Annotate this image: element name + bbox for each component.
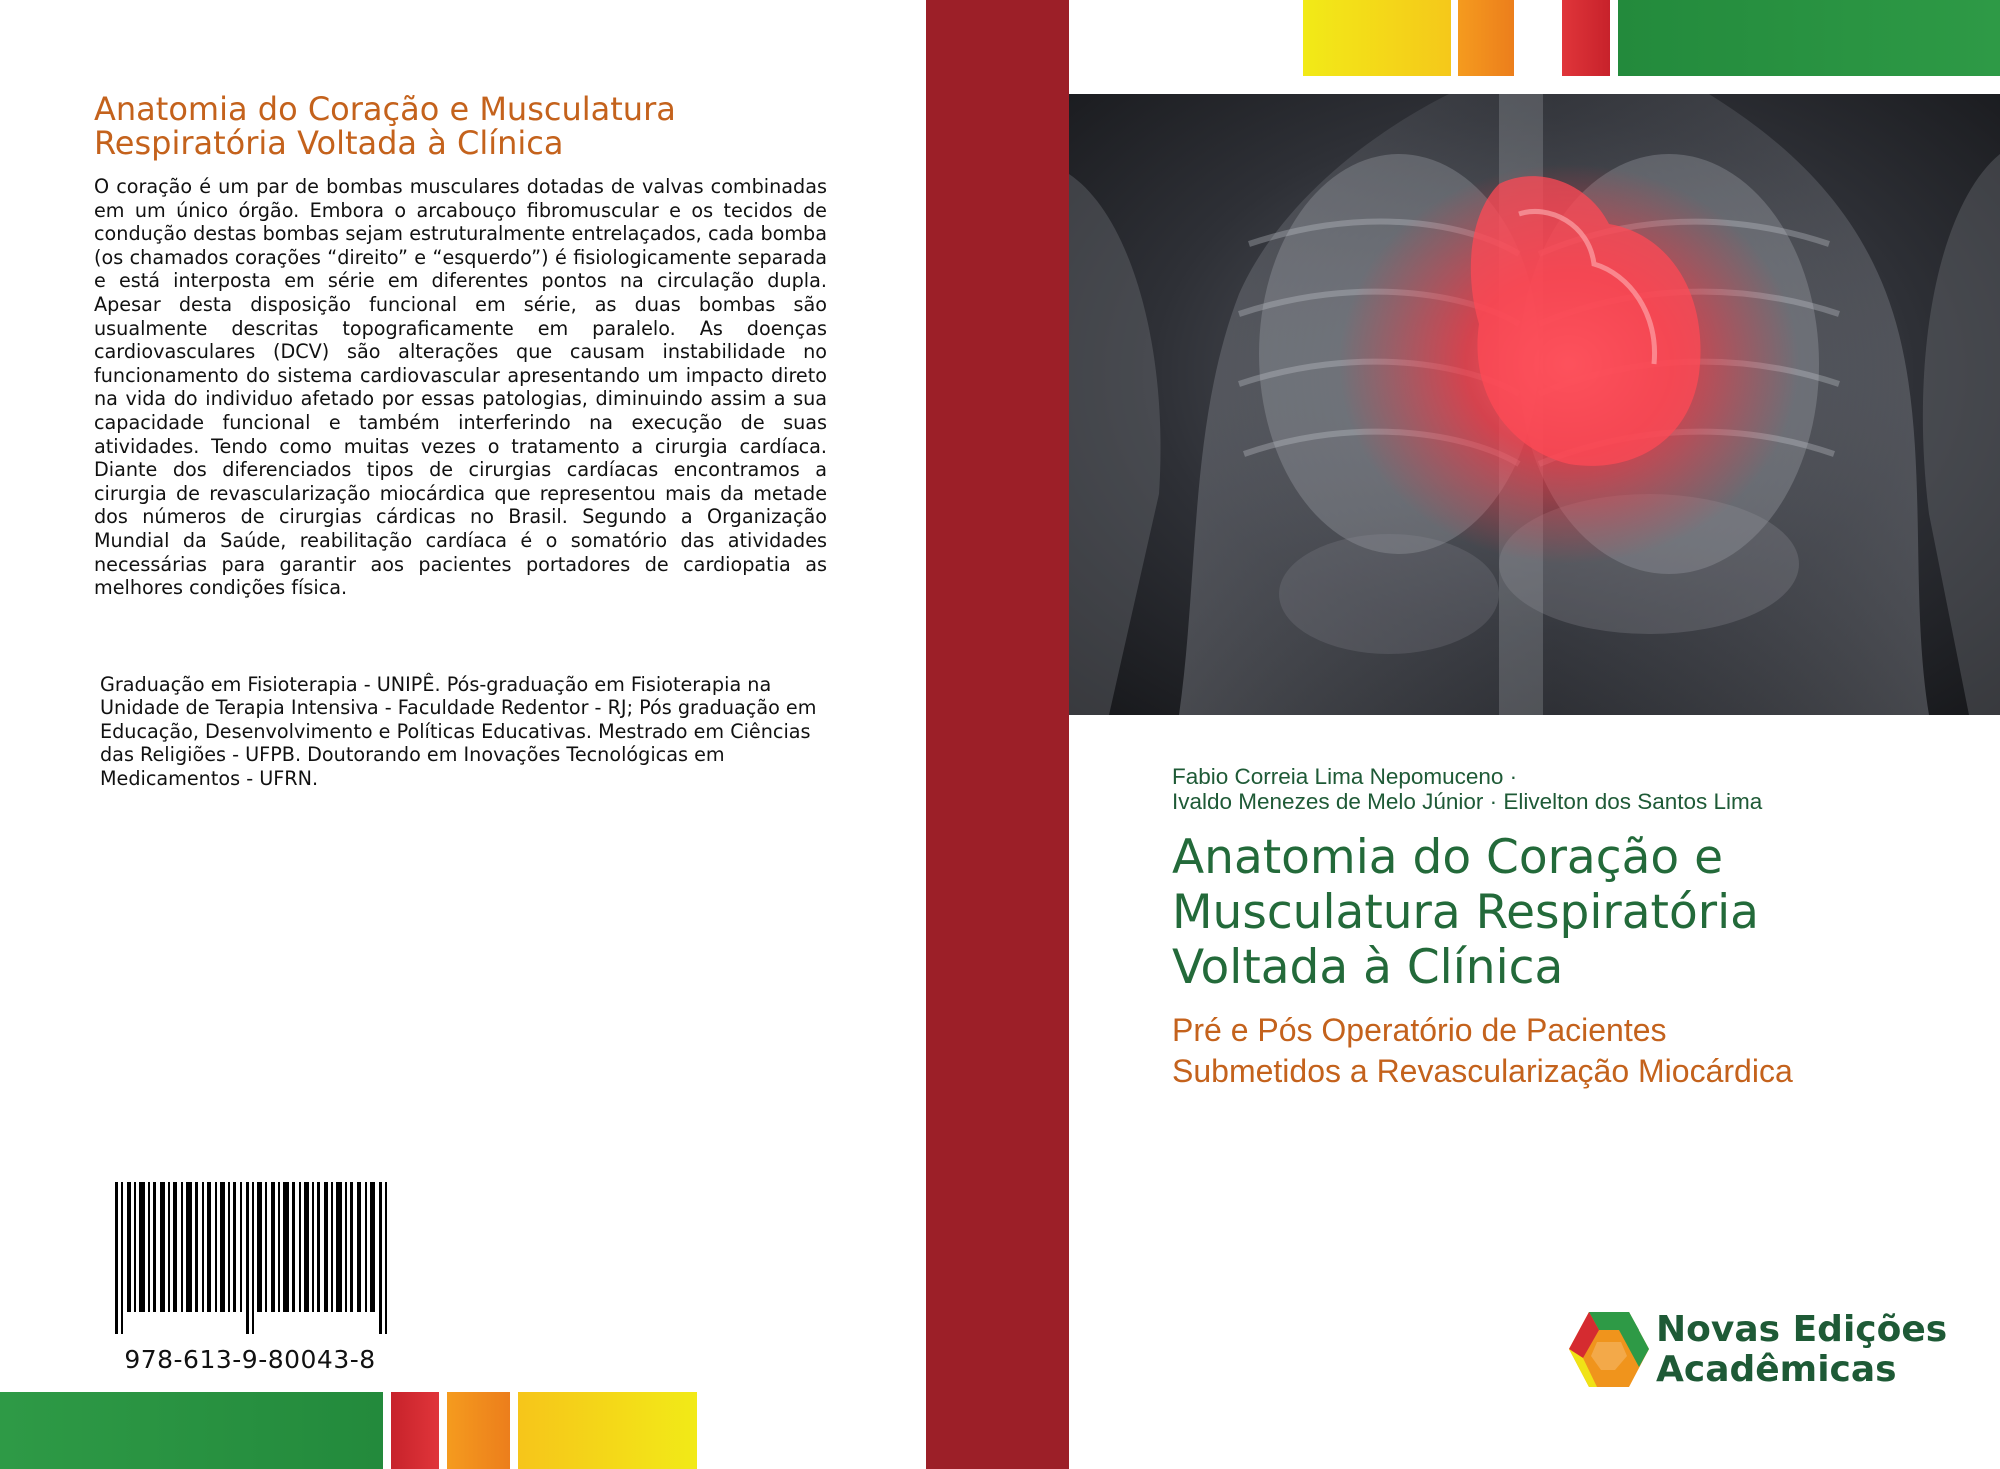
stripe-red-front xyxy=(1562,0,1610,76)
back-cover-blurb: O coração é um par de bombas musculares dotadas de valvas combinadas em um único órgão. Embora o arcabouço fibromuscular e os tecidos de condução destas bombas sejam estruturalmente entrelaçados, cada bomba (os chamados corações “direito” e “esquerdo”) é fisiologicamente separada e está interposta em série em diferentes pontos na circulação dupla. Apesar desta disposição funcional em série, as duas bombas são usualmente descritas topograficamente em paralelo. As doenças cardiovasculares (DCV) são alterações que causam instabilidade no funcionamento do sistema cardiovascular apresentando um impacto direto na vida do individuo afetado por essas patologias, diminuindo assim a sua capacidade funcional e também interferindo na execução de suas atividades. Tendo como muitas vezes o tratamento a cirurgia cardíaca. Diante dos diferenciados tipos de cirurgias cardíacas encontramos a cirurgia de revascularização miocárdica que representou mais da metade dos números de cirurgias cárdicas no Brasil. Segundo a Organização Mundial da Saúde, reabilitação cardíaca é o somatório das atividades necessárias para garantir aos pacientes portadores de cardiopatia as melhores condições física. xyxy=(94,175,827,600)
stripe-yellow-back xyxy=(518,1392,697,1469)
stripe-red-back xyxy=(391,1392,439,1469)
subtitle-line-2: Submetidos a Revascularização Miocárdica xyxy=(1172,1053,1793,1089)
front-cover-subtitle xyxy=(1172,1010,1992,1092)
xray-heart-illustration xyxy=(1069,94,2000,715)
authors-line-2: Ivaldo Menezes de Melo Júnior · Elivelton dos Santos Lima xyxy=(1172,789,1763,814)
authors-line-1: Fabio Correia Lima Nepomuceno · xyxy=(1172,764,1518,789)
front-title-line-1: Anatomia do Coração e xyxy=(1172,830,1723,885)
isbn-number: 978-613-9-80043-8 xyxy=(124,1345,376,1374)
back-cover-title xyxy=(94,92,834,160)
back-title-line-1: Anatomia do Coração e Musculatura xyxy=(94,90,676,128)
publisher-name-line-1: Novas Edições xyxy=(1656,1309,1948,1350)
stripe-yellow-front xyxy=(1303,0,1451,76)
author-bio: Graduação em Fisioterapia - UNIPÊ. Pós-graduação em Fisioterapia na Unidade de Terapia Intensiva - Faculdade Redentor - RJ; Pós graduação em Educação, Desenvolvimento e Políticas Educativas. Mestrado em Ciências das Religiões - UFPB. Doutorando em Inovações Tecnológicas em Medicamentos - UFRN. xyxy=(100,673,817,790)
back-title-line-2: Respiratória Voltada à Clínica xyxy=(94,124,564,162)
stripe-green-back xyxy=(0,1392,383,1469)
publisher-name-line-2: Acadêmicas xyxy=(1656,1349,1897,1390)
barcode-icon xyxy=(115,1182,393,1334)
front-cover-title xyxy=(1172,830,1972,995)
stripe-green-front xyxy=(1618,0,2000,76)
book-spine xyxy=(926,0,1069,1469)
publisher-hexagon-logo xyxy=(1569,1312,1629,1387)
stripe-orange-front xyxy=(1458,0,1514,76)
subtitle-line-1: Pré e Pós Operatório de Pacientes xyxy=(1172,1012,1667,1048)
front-title-line-2: Musculatura Respiratória xyxy=(1172,885,1759,940)
stripe-orange-back xyxy=(447,1392,510,1469)
publisher-name xyxy=(1656,1310,1947,1390)
front-title-line-3: Voltada à Clínica xyxy=(1172,940,1564,995)
